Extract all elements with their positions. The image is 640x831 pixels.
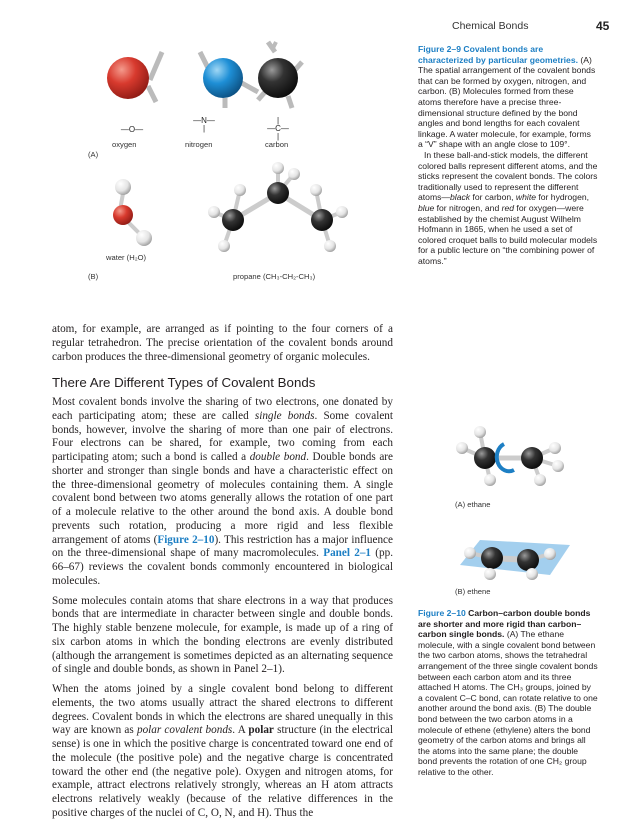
figure-2-10-caption xyxy=(418,608,598,778)
body-column xyxy=(52,396,393,821)
ethane-model xyxy=(456,426,564,486)
ethene-model xyxy=(460,540,570,580)
section-heading: There Are Different Types of Covalent Bonds xyxy=(52,375,316,390)
figure-2-9-caption xyxy=(418,44,598,266)
figure-2-9-caption-title: Covalent bonds are characterized by particular geometries. xyxy=(418,44,579,65)
nitrogen-label: nitrogen xyxy=(185,140,213,149)
running-header: Chemical Bonds xyxy=(452,20,529,32)
paragraph-1: Most covalent bonds involve the sharing of two electrons, one donated by each participating atom; these are called single bonds. Some covalent bonds, however, involve the sharing of more than one pair of electrons. Four electrons can be shared, for example, two coming from each participating atom; such a bond is called a double bond. Double bonds are shorter and stronger than single bonds and have a characteristic effect on the three-dimensional geometry of molecules containing them. A single covalent bond between two atoms generally allows the rotation of one part of a molecule relative to the other around the bond axis. A double bond prevents such rotation, producing a more rigid and less flexible arrangement of atoms (Figure 2–10). This restriction has a major influence on the three-dimensional shape of many macromolecules. Panel 2–1 (pp. 66–67) reviews the covalent bonds commonly encountered in biological molecules. xyxy=(52,396,394,587)
figure-2-10-caption-label: Figure 2–10 xyxy=(418,608,466,618)
propane-label: propane (CH₃-CH₂-CH₃) xyxy=(233,272,316,281)
carbon-label: carbon xyxy=(265,140,289,149)
figure-2-10-caption-body: (A) The ethane molecule, with a single covalent bond between the two carbon atoms, shows the tetrahedral arrangement of the three single covalent bonds between each carbon atom and its three attached H atoms. The CH₃ groups, joined by a covalent C–C bond, can rotate relative to one another around the bond axis. (B) The double bond between the two carbon atoms in a molecule of ethene (ethylene) alters the bond geometry of the carbon atoms and brings all the atoms into the same plane; the double bond prevents the rotation of one CH₂ group relative to the other. xyxy=(418,629,598,777)
propane-model xyxy=(208,162,348,252)
carbon-model xyxy=(258,42,302,108)
figure-2-9-caption-label: Figure 2–9 xyxy=(418,44,461,54)
intro-paragraph: atom, for example, are arranged as if pointing to the four corners of a regular tetrahedron. The precise orientation of the covalent bonds around carbon produces the three-dimensional geometry of organic molecules. xyxy=(52,323,393,363)
panel-2-1-link[interactable]: Panel 2–1 xyxy=(323,547,372,560)
carbon-symbol: | —C— | xyxy=(267,116,289,141)
figure-2-9-caption-p2: In these ball-and-stick models, the different colored balls represent different atoms, and the sticks represent the covalent bonds. The colors traditionally used to represent the different atoms—black for carbon, white for hydrogen, blue for nitrogen, and red for oxygen—were established by the chemist August Wilhelm Hofmann in 1865, when he used a set of colored croquet balls to build molecular models for a public lecture on “the combining power of atoms.” xyxy=(418,149,598,266)
figure-2-10-caption-title: Carbon–carbon double bonds are shorter and more rigid than carbon–carbon single bonds. xyxy=(418,608,591,640)
paragraph-2: Some molecules contain atoms that share electrons in a way that produces bonds that are intermediate in character between single and double bonds. The highly stable benzene molecule, for example, is made up of a ring of six carbon atoms in which the bonding electrons are evenly distributed (although the arrangement is sometimes depicted as an alternating sequence of single and double bonds, as shown in Panel 2–1). xyxy=(52,594,393,676)
oxygen-model xyxy=(107,52,162,102)
water-label: water (H₂O) xyxy=(106,253,147,262)
nitrogen-model xyxy=(200,52,258,108)
oxygen-label: oxygen xyxy=(112,140,137,149)
panel-a-label: (A) xyxy=(88,150,99,159)
panel-b-label: (B) xyxy=(88,272,99,281)
oxygen-symbol: —O— xyxy=(120,125,144,134)
ethene-label: (B) ethene xyxy=(455,587,491,596)
paragraph-3: When the atoms joined by a single covalent bond belong to different elements, the two atoms usually attract the shared electrons to different degrees. Covalent bonds in which the electrons are shared unequally in this way are known as polar covalent bonds. A polar structure (in the electrical sense) is one in which the positive charge is concentrated toward one end of the molecule (the positive pole) and the negative charge is concentrated toward the other end (the negative pole). Oxygen and nitrogen atoms, for example, attract electrons relatively strongly, whereas an H atom attracts electrons relatively weakly (because of the relative differences in the positive charges of the nuclei of C, O, N, and H). Thus the xyxy=(52,683,393,819)
ethane-label: (A) ethane xyxy=(455,500,491,509)
water-model xyxy=(113,179,152,246)
page-number: 45 xyxy=(596,19,610,33)
figure-2-10-link[interactable]: Figure 2–10 xyxy=(157,533,215,546)
figure-2-9-caption-body: (A) The spatial arrangement of the covalent bonds that can be formed by oxygen, nitrogen, and carbon. (B) Molecules formed from these atoms therefore have a precise three-dimensional structure defined by the bond angles and bond lengths for each covalent linkage. A water molecule, for example, forms a “V” shape with an angle close to 109°. xyxy=(418,54,596,150)
nitrogen-symbol: —N— | xyxy=(193,116,215,133)
